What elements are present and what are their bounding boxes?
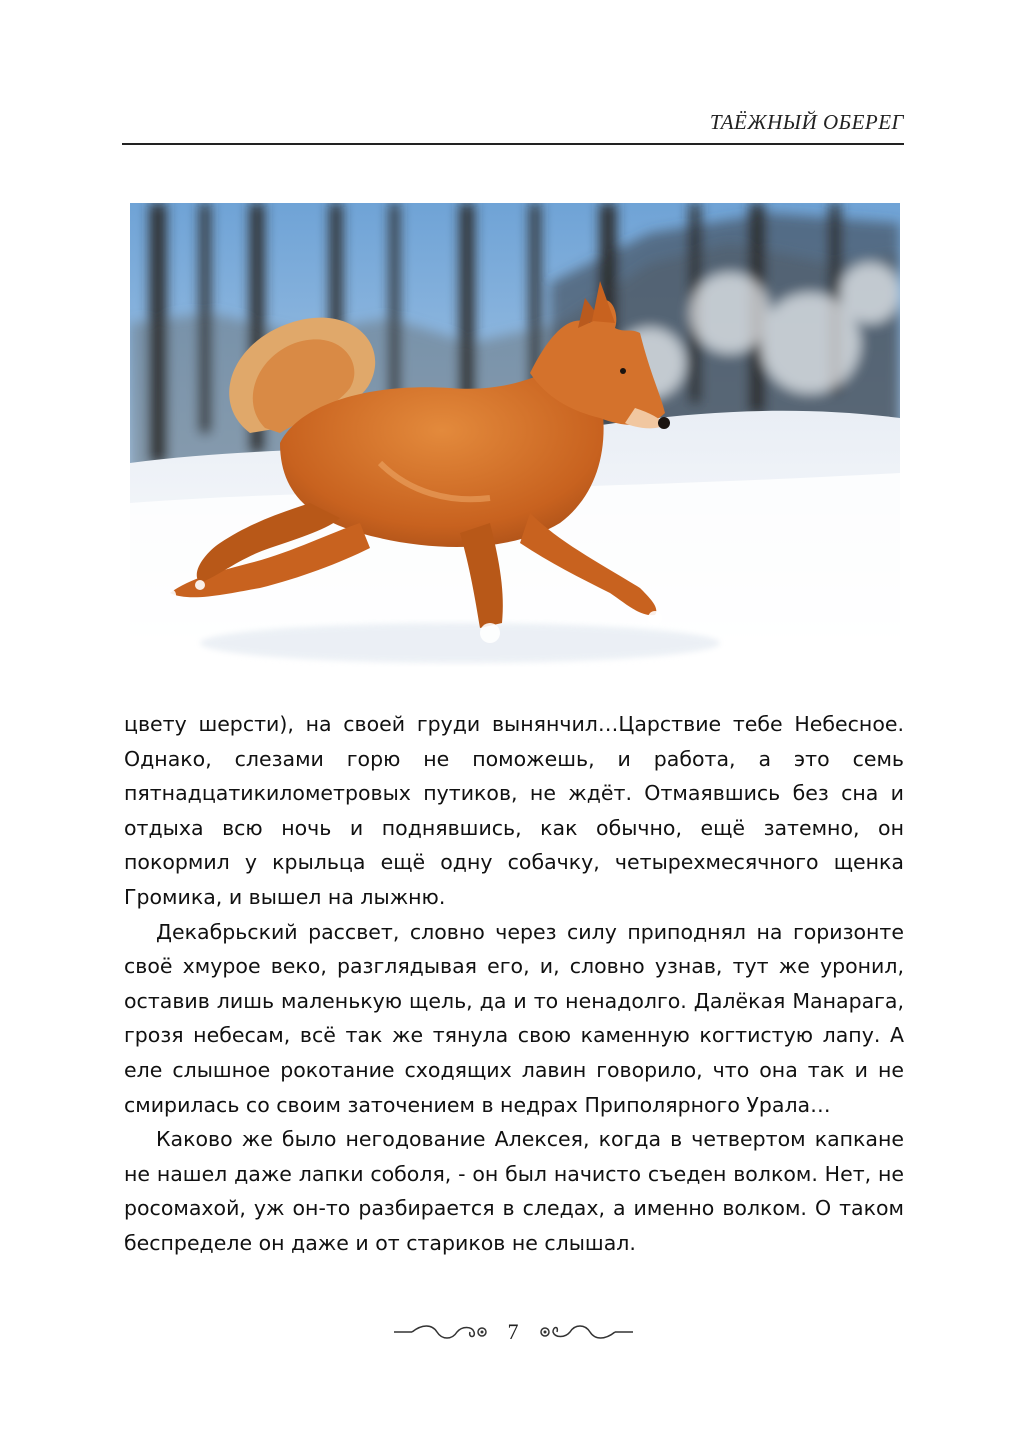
- paragraph-2: Декабрьский рассвет, словно через силу приподнял на горизонте своё хмурое веко, разглядывая его, и, словно узнав, тут же уронил, оставив лишь маленькую щель, да и то ненадолго. Далёкая Манарага, грозя небесам, всё так же тянула свою каменную когтистую лапу. А еле слышное рокотание сходящих лавин говорило, что она так и не смирилась со своим заточением в недрах Приполярного Урала…: [124, 919, 904, 1117]
- page-footer: [0, 1312, 1026, 1352]
- right-ornament-icon: [535, 1322, 635, 1342]
- paragraph-3: Каково же было негодование Алексея, когда в четвертом капкане не нашел даже лапки соболя, - он был начисто съеден волком. Нет, не росомахой, уж он-то разбирается в следах, а именно волком. О таком беспределе он даже и от стариков не слышал.: [124, 1127, 904, 1255]
- left-ornament-icon: [392, 1322, 492, 1342]
- running-header: ТАЁЖНЫЙ ОБЕРЕГ: [709, 110, 904, 134]
- red-dog-running-in-snow-image: [130, 203, 900, 676]
- paragraph-1: цвету шерсти), на своей груди вынянчил…Царствие тебе Небесное. Однако, слезами горю не поможешь, и работа, а это семь пятнадцатикилометровых путиков, не ждёт. Отмаявшись без сна и отдыха всю ночь и поднявшись, как обычно, ещё затемно, он покормил у крыльца ещё одну собачку, четырехмесячного щенка Громика, и вышел на лыжню.: [124, 712, 904, 909]
- body-text: [124, 707, 904, 1261]
- header-rule: [122, 143, 904, 145]
- page-number: 7: [507, 1319, 519, 1344]
